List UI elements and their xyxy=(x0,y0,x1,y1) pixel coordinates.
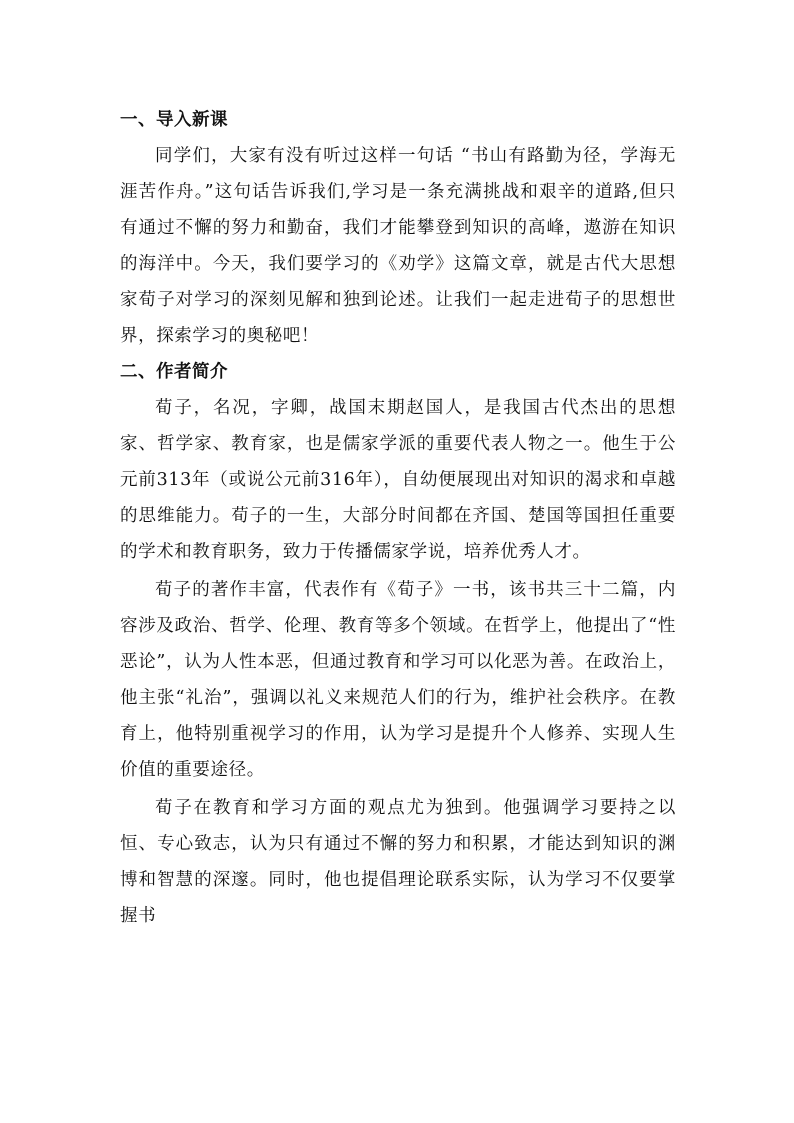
section-heading: 一、导入新课 xyxy=(120,110,228,130)
section-heading: 二、作者简介 xyxy=(120,362,228,382)
paragraph: 荀子，名况，字卿，战国末期赵国人，是我国古代杰出的思想家、哲学家、教育家，也是儒家学派的重要代表人物之一。他生于公元前313年（或说公元前316年），自幼便展现出对知识的渴求和卓越的思维能力。荀子的一生，大部分时间都在齐国、楚国等国担任重要的学术和教育职务，致力于传播儒家学说，培养优秀人才。 xyxy=(120,398,676,562)
section-introduction xyxy=(120,102,676,354)
paragraph: 荀子的著作丰富，代表作有《荀子》一书，该书共三十二篇，内容涉及政治、哲学、伦理、教育等多个领域。在哲学上，他提出了“性恶论”，认为人性本恶，但通过教育和学习可以化恶为善。在政治上，他主张“礼治”，强调以礼义来规范人们的行为，维护社会秩序。在教育上，他特别重视学习的作用，认为学习是提升个人修养、实现人生价值的重要途径。 xyxy=(120,580,676,780)
paragraph: 荀子在教育和学习方面的观点尤为独到。他强调学习要持之以恒、专心致志，认为只有通过不懈的努力和积累，才能达到知识的渊博和智慧的深邃。同时，他也提倡理论联系实际，认为学习不仅要掌握书 xyxy=(120,798,676,926)
section-author-bio xyxy=(120,354,676,934)
paragraph: 同学们，大家有没有听过这样一句话 “书山有路勤为径，学海无涯苦作舟。”这句话告诉我们,学习是一条充满挑战和艰辛的道路,但只有通过不懈的努力和勤奋，我们才能攀登到知识的高峰，遨游在知识的海洋中。今天，我们要学习的《劝学》这篇文章，就是古代大思想家荀子对学习的深刻见解和独到论述。让我们一起走进荀子的思想世界，探索学习的奥秘吧！ xyxy=(120,146,676,346)
